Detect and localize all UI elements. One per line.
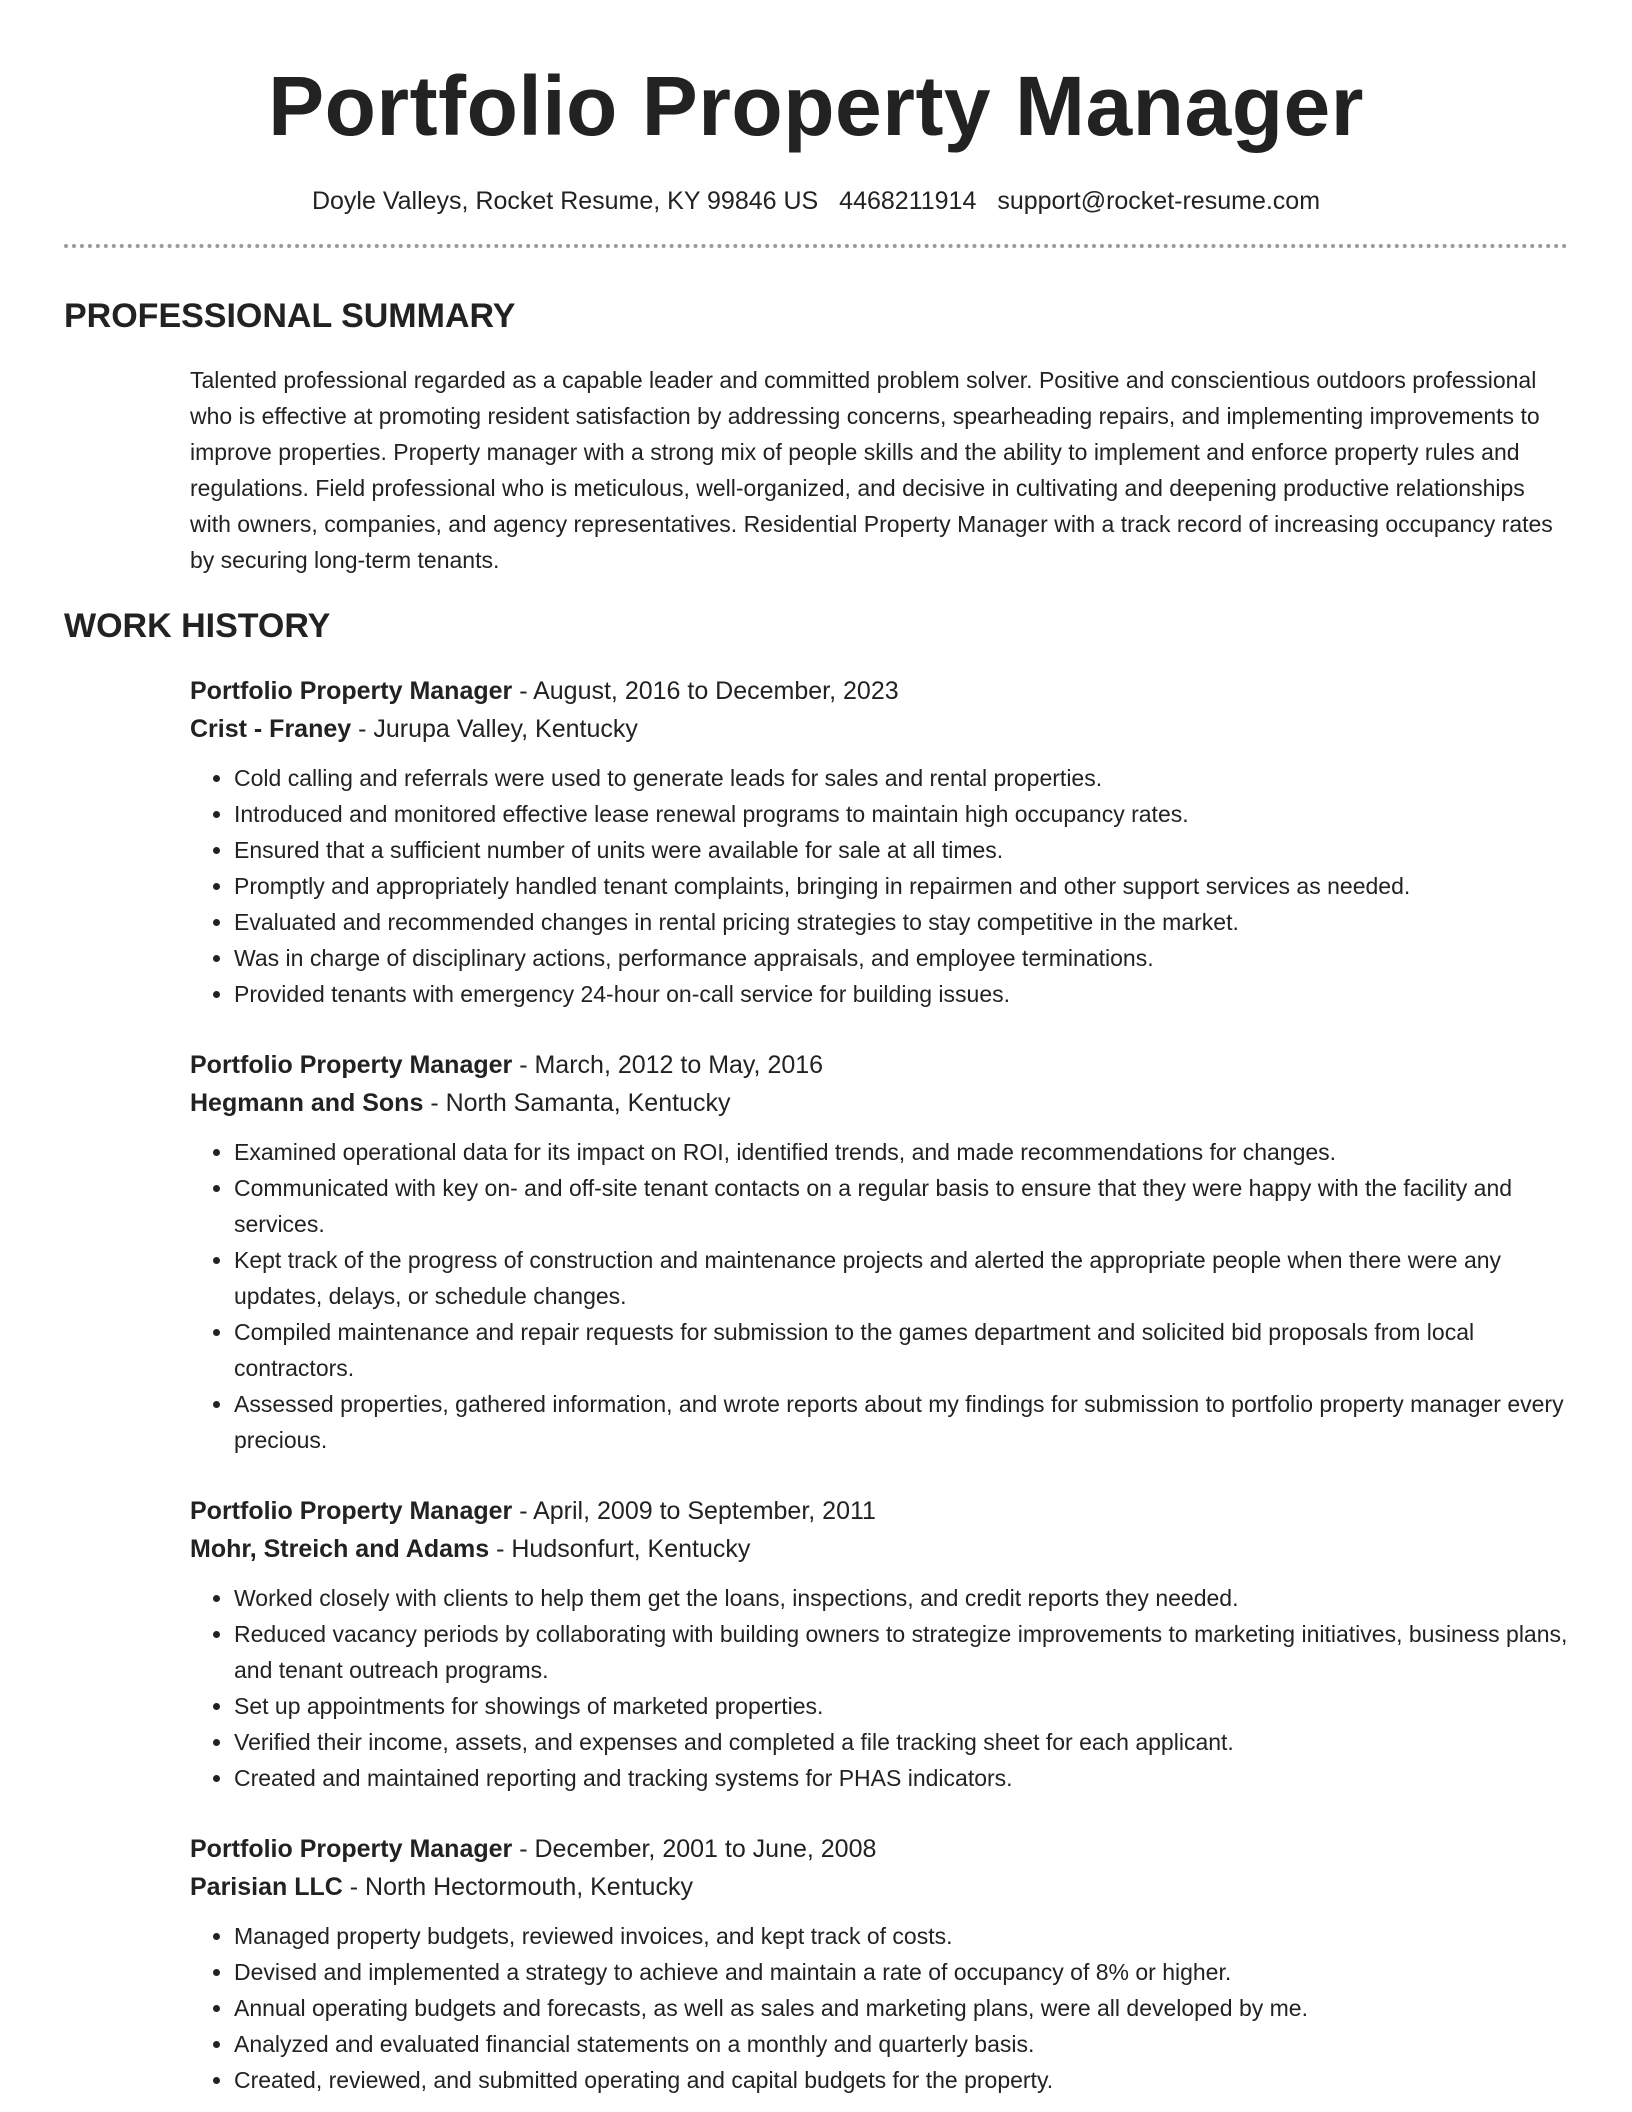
job-location: - Hudsonfurt, Kentucky — [489, 1535, 751, 1563]
job-company: Hegmann and Sons — [190, 1089, 424, 1117]
contact-phone: 4468211914 — [839, 187, 977, 215]
job-title: Portfolio Property Manager — [190, 677, 513, 705]
job-entry — [190, 1830, 1568, 2098]
job-dates: - March, 2012 to May, 2016 — [512, 1051, 824, 1079]
summary-text: Talented professional regarded as a capable leader and committed problem solver. Positive and conscientious outdoors professional who is effective at promoting resident satisfaction by addressing concerns, spearheading repairs, and implementing improvements to improve properties. Property manager with a strong mix of people skills and the ability to implement and enforce property rules and regulations. Field professional who is meticulous, well-organized, and decisive in cultivating and deepening productive relationships with owners, companies, and agency representatives. Residential Property Manager with a track record of increasing occupancy rates by securing long-term tenants. — [190, 367, 1553, 573]
job-dates: - April, 2009 to September, 2011 — [512, 1497, 876, 1525]
job-company-line — [190, 1084, 1568, 1122]
resume-name: Portfolio Property Manager — [268, 59, 1364, 153]
job-dates: - August, 2016 to December, 2023 — [512, 677, 899, 705]
summary-heading: PROFESSIONAL SUMMARY — [64, 297, 516, 335]
work-history-heading: WORK HISTORY — [64, 607, 331, 645]
job-title: Portfolio Property Manager — [190, 1835, 513, 1863]
header-divider — [64, 244, 1568, 248]
job-bullets — [190, 760, 1568, 1012]
job-title-line — [190, 1046, 1568, 1084]
job-bullet: • Worked closely with clients to help them get the loans, inspections, and credit reports they needed. — [234, 1580, 1568, 1616]
contact-email: support@rocket-resume.com — [997, 187, 1321, 215]
job-company: Crist - Franey — [190, 715, 352, 743]
job-bullet: • Evaluated and recommended changes in rental pricing strategies to stay competitive in the market. — [234, 904, 1568, 940]
job-bullet: • Assessed properties, gathered information, and wrote reports about my findings for submission to portfolio property manager every precious. — [234, 1386, 1568, 1458]
job-dates: - December, 2001 to June, 2008 — [512, 1835, 877, 1863]
job-bullet: • Compiled maintenance and repair requests for submission to the games department and solicited bid proposals from local contractors. — [234, 1314, 1568, 1386]
job-bullets — [190, 1918, 1568, 2098]
job-bullet: • Managed property budgets, reviewed invoices, and kept track of costs. — [234, 1918, 1568, 1954]
job-bullet: • Examined operational data for its impact on ROI, identified trends, and made recommendations for changes. — [234, 1134, 1568, 1170]
job-title-line — [190, 1492, 1568, 1530]
job-location: - North Samanta, Kentucky — [423, 1089, 731, 1117]
job-bullet: • Created, reviewed, and submitted operating and capital budgets for the property. — [234, 2062, 1568, 2098]
job-location: - North Hectormouth, Kentucky — [342, 1873, 693, 1901]
job-entry — [190, 1492, 1568, 1796]
job-bullet: • Analyzed and evaluated financial statements on a monthly and quarterly basis. — [234, 2026, 1568, 2062]
job-bullet: • Promptly and appropriately handled tenant complaints, bringing in repairmen and other support services as needed. — [234, 868, 1568, 904]
job-bullets — [190, 1134, 1568, 1458]
job-company: Mohr, Streich and Adams — [190, 1535, 490, 1563]
job-bullet: • Set up appointments for showings of marketed properties. — [234, 1688, 1568, 1724]
job-bullet: • Annual operating budgets and forecasts, as well as sales and marketing plans, were all developed by me. — [234, 1990, 1568, 2026]
contact-address: Doyle Valleys, Rocket Resume, KY 99846 US — [311, 187, 819, 215]
job-title-line — [190, 672, 1568, 710]
job-company-line — [190, 710, 1568, 748]
job-bullet: • Communicated with key on- and off-site tenant contacts on a regular basis to ensure that they were happy with the facility and services. — [234, 1170, 1568, 1242]
job-entry — [190, 672, 1568, 1012]
job-bullet: • Cold calling and referrals were used to generate leads for sales and rental properties. — [234, 760, 1568, 796]
job-company: Parisian LLC — [190, 1873, 343, 1901]
job-bullet: • Was in charge of disciplinary actions, performance appraisals, and employee terminations. — [234, 940, 1568, 976]
job-bullet: • Created and maintained reporting and tracking systems for PHAS indicators. — [234, 1760, 1568, 1796]
job-bullet: • Verified their income, assets, and expenses and completed a file tracking sheet for each applicant. — [234, 1724, 1568, 1760]
job-location: - Jurupa Valley, Kentucky — [351, 715, 638, 743]
job-bullet: • Reduced vacancy periods by collaborating with building owners to strategize improvements to marketing initiatives, business plans, and tenant outreach programs. — [234, 1616, 1568, 1688]
job-bullet: • Introduced and monitored effective lease renewal programs to maintain high occupancy rates. — [234, 796, 1568, 832]
job-title-line — [190, 1830, 1568, 1868]
job-bullets — [190, 1580, 1568, 1796]
job-bullet: • Provided tenants with emergency 24-hour on-call service for building issues. — [234, 976, 1568, 1012]
job-title: Portfolio Property Manager — [190, 1497, 513, 1525]
job-company-line — [190, 1868, 1568, 1906]
job-bullet: • Kept track of the progress of construction and maintenance projects and alerted the appropriate people when there were any updates, delays, or schedule changes. — [234, 1242, 1568, 1314]
contact-line — [64, 184, 1568, 218]
job-bullet: • Ensured that a sufficient number of units were available for sale at all times. — [234, 832, 1568, 868]
job-entry — [190, 1046, 1568, 1458]
job-company-line — [190, 1530, 1568, 1568]
job-bullet: • Devised and implemented a strategy to achieve and maintain a rate of occupancy of 8% or higher. — [234, 1954, 1568, 1990]
job-title: Portfolio Property Manager — [190, 1051, 513, 1079]
